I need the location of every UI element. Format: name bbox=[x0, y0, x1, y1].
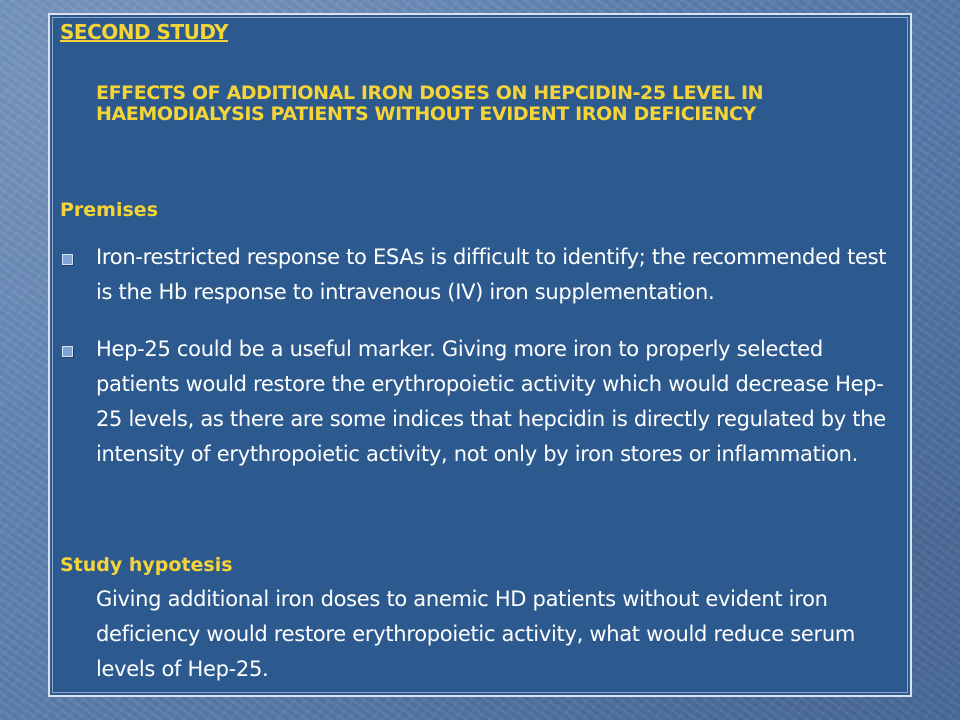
premise-text: Iron-restricted response to ESAs is difficult to identify; the recommended test is the Hb response to intravenous (IV) iron supplementation. bbox=[96, 245, 887, 304]
premises-label: Premises bbox=[60, 199, 158, 221]
premise-item bbox=[60, 332, 900, 472]
premises-list bbox=[60, 240, 900, 494]
premise-item bbox=[60, 240, 900, 310]
square-bullet-icon bbox=[62, 254, 73, 265]
slide-content-panel bbox=[48, 13, 912, 697]
hypothesis-label: Study hypotesis bbox=[60, 554, 233, 576]
study-title: EFFECTS OF ADDITIONAL IRON DOSES ON HEPCIDIN-25 LEVEL IN HAEMODIALYSIS PATIENTS WITHOUT EVIDENT IRON DEFICIENCY bbox=[96, 82, 764, 125]
hypothesis-text: Giving additional iron doses to anemic HD patients without evident iron deficiency would restore erythropoietic activity, what would reduce serum levels of Hep-25. bbox=[96, 587, 855, 681]
premise-text: Hep-25 could be a useful marker. Giving more iron to properly selected patients would restore the erythropoietic activity which would decrease Hep-25 levels, as there are some indices that hepcidin is directly regulated by the intensity of erythropoietic activity, not only by iron stores or inflammation. bbox=[96, 337, 886, 466]
slide-heading: SECOND STUDY bbox=[60, 20, 228, 44]
square-bullet-icon bbox=[62, 346, 73, 357]
